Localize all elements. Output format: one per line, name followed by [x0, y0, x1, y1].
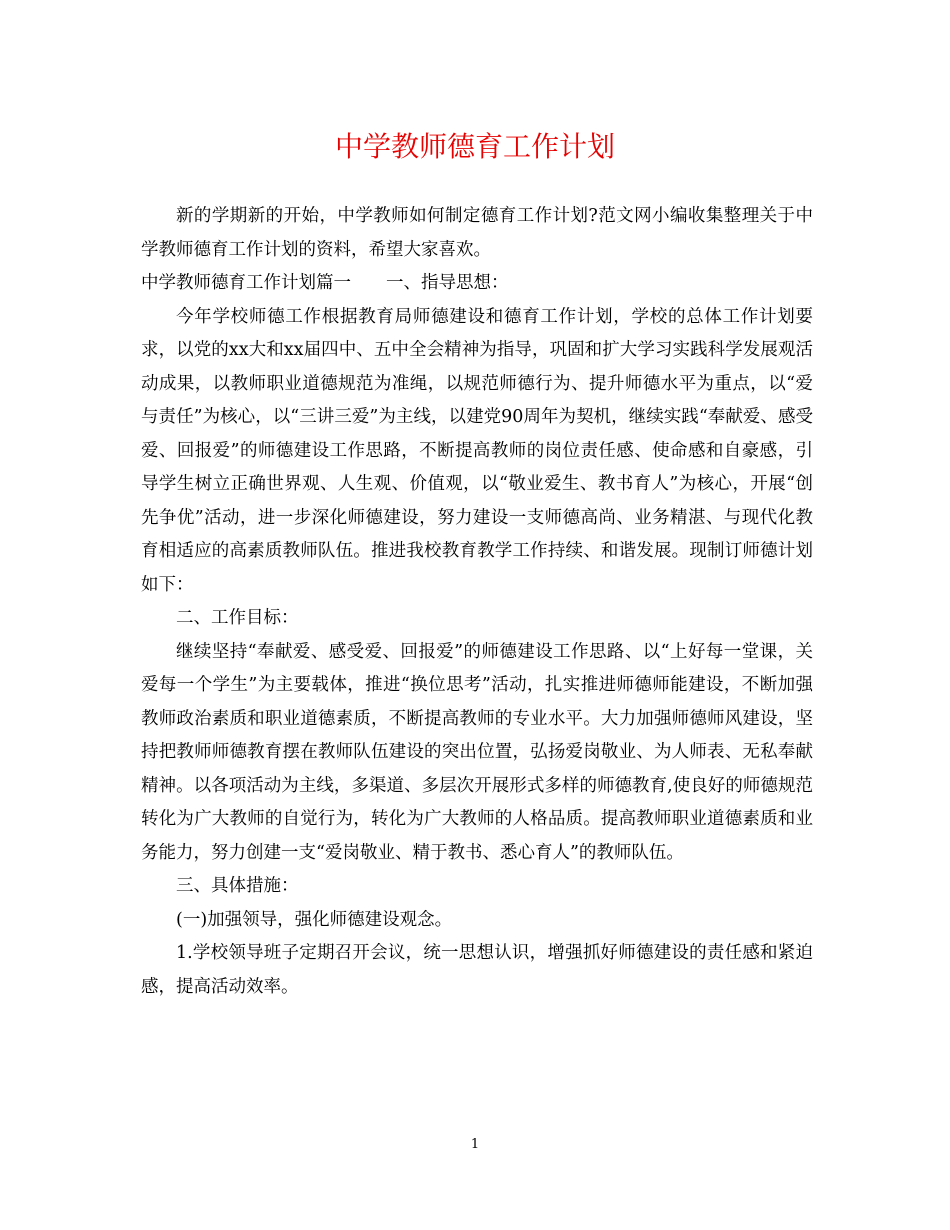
document-body [141, 200, 813, 1004]
paragraph-heading-work-goals: 二、工作目标： [176, 608, 299, 628]
paragraph-intro: 新的学期新的开始，中学教师如何制定德育工作计划?范文网小编收集整理关于中学教师德育工作计划的资料，希望大家喜欢。 [141, 206, 813, 260]
page-number: 1 [470, 1137, 480, 1152]
paragraph-item-1: 1.学校领导班子定期召开会议，统一思想认识，增强抓好师德建设的责任感和紧迫感，提高活动效率。 [141, 943, 813, 997]
document-title: 中学教师德育工作计划 [334, 130, 615, 163]
paragraph-heading-measures: 三、具体措施： [176, 876, 299, 896]
paragraph-guiding-ideas: 今年学校师德工作根据教育局师德建设和德育工作计划，学校的总体工作计划要求，以党的xx大和xx届四中、五中全会精神为指导，巩固和扩大学习实践科学发展观活动成果，以教师职业道德规范为准绳，以规范师德行为、提升师德水平为重点，以“爱与责任”为核心，以“三讲三爱”为主线，以建党90周年为契机，继续实践“奉献爱、感受爱、回报爱”的师德建设工作思路，不断提高教师的岗位责任感、使命感和自豪感，引导学生树立正确世界观、人生观、价值观，以“敬业爱生、教书育人”为核心，开展“创先争优”活动，进一步深化师德建设，努力建设一支师德高尚、业务精湛、与现代化教育相适应的高素质教师队伍。推进我校教育教学工作持续、和谐发展。现制订师德计划如下： [141, 306, 813, 595]
paragraph-work-goals: 继续坚持“奉献爱、感受爱、回报爱”的师德建设工作思路、以“上好每一堂课，关爱每一个学生”为主要载体，推进“换位思考”活动，扎实推进师德师能建设，不断加强教师政治素质和职业道德素质，不断提高教师的专业水平。大力加强师德师风建设，坚持把教师师德教育摆在教师队伍建设的突出位置，弘扬爱岗敬业、为人师表、无私奉献精神。以各项活动为主线，多渠道、多层次开展形式多样的师德教育,使良好的师德规范转化为广大教师的自觉行为，转化为广大教师的人格品质。提高教师职业道德素质和业务能力，努力创建一支“爱岗敬业、精于教书、悉心育人”的教师队伍。 [141, 641, 813, 863]
paragraph-heading-guiding-ideas: 中学教师德育工作计划篇一 一、指导思想： [141, 273, 509, 293]
paragraph-subheading-leadership: (一)加强领导，强化师德建设观念。 [176, 909, 453, 930]
